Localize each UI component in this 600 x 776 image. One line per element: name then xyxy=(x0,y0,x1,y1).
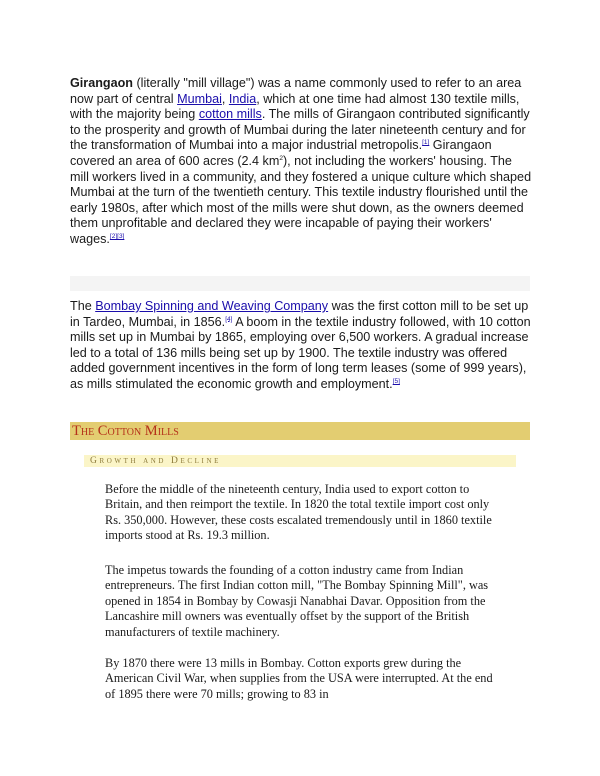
reference-4-link[interactable]: [4] xyxy=(225,315,233,323)
separator-band xyxy=(70,276,530,291)
mumbai-link[interactable]: Mumbai xyxy=(177,91,222,106)
body-paragraph-1: Before the middle of the nineteenth century, India used to export cotton to Britain, and then reimport the textile. In 1820 the total textile import cost only Rs. 350,000. However, these costs escalated tremendously until in 1860 textile imports stood at Rs. 19.3 million. xyxy=(105,482,492,543)
reference-1-link[interactable]: [1] xyxy=(422,139,430,147)
intro-text-4: . The mills of Girangaon contributed significantly to the prosperity and growth of Mumbai during the later nineteenth century and for the transformation of Mumbai into a major industrial metropolis. xyxy=(70,107,530,153)
intro-paragraph xyxy=(70,76,532,248)
intro-text-1: (literally "mill village") was a name commonly used to refer to an area now part of central xyxy=(70,76,522,106)
cotton-mills-link[interactable]: cotton mills xyxy=(198,107,262,122)
india-link[interactable]: India xyxy=(228,91,257,106)
bombay-spinning-paragraph xyxy=(70,299,532,393)
intro-text-5: Girangaon covered an area of 600 acres (2.4 km xyxy=(70,138,492,168)
growth-decline-heading: Growth and Decline xyxy=(84,455,516,467)
second-text-1: The xyxy=(70,299,96,313)
intro-text-3: , which at one time had almost 130 textile mills, with the majority being xyxy=(70,91,520,122)
intro-text-6: ), not including the workers' housing. The mill workers lived in a community, and they fostered a unique culture which shaped Mumbai at the turn of the twentieth century. This textile industry flourished until the early 1980s, after which most of the mills were shut down, as the owners deemed them unprofitable and declared they were incapable of paying their workers' wages. xyxy=(70,153,532,246)
intro-text-2: , xyxy=(221,91,229,106)
reference-5-link[interactable]: [5] xyxy=(392,377,400,385)
body-paragraph-3: By 1870 there were 13 mills in Bombay. Cotton exports grew during the American Civil War, when supplies from the USA were interrupted. At the end of 1895 there were 70 mills; growing to 83 in xyxy=(105,656,493,701)
squared-superscript: 2 xyxy=(279,154,283,162)
second-text-2: was the first cotton mill to be set up in Tardeo, Mumbai, in 1856. xyxy=(70,299,529,329)
reference-2-3-link[interactable]: [2][3] xyxy=(109,232,125,240)
second-text-3: A boom in the textile industry followed, with 10 cotton mills set up in Mumbai by 1865, employing over 6,500 workers. A gradual increase led to a total of 136 mills being set up by 1900. The textile industry was offered added government incentives in the form of long term leases (some of 999 years), as mills stimulated the economic growth and employment. xyxy=(70,314,531,391)
cotton-mills-heading: The Cotton Mills xyxy=(70,422,530,440)
body-paragraph-2: The impetus towards the founding of a cotton industry came from Indian entrepreneurs. The first Indian cotton mill, "The Bombay Spinning Mill", was opened in 1854 in Bombay by Cowasji Nanabhai Davar. Opposition from the Lancashire mill owners was eventually offset by the support of the British manufacturers of textile machinery. xyxy=(105,563,489,639)
bombay-spinning-company-link[interactable]: Bombay Spinning and Weaving Company xyxy=(95,299,329,313)
girangaon-term: Girangaon xyxy=(70,76,133,90)
